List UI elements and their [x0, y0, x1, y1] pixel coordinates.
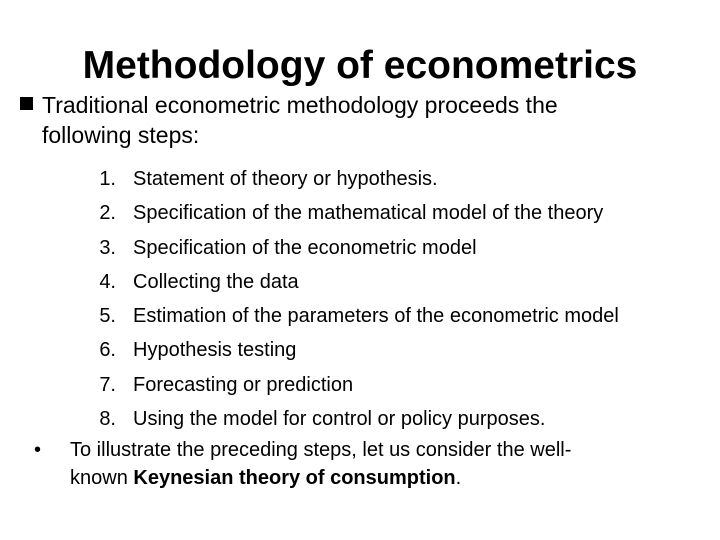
- note-text-line1: To illustrate the preceding steps, let us consider the well-: [70, 439, 572, 461]
- step-number: 4.: [99, 270, 116, 293]
- step-text: Forecasting or prediction: [133, 373, 354, 396]
- step-number: 1.: [99, 168, 116, 190]
- list-item: [72, 299, 692, 333]
- note-text-suffix: .: [455, 467, 462, 489]
- round-bullet-icon: •: [34, 439, 42, 461]
- steps-list: [72, 162, 692, 436]
- list-item: [72, 231, 692, 265]
- list-item: [72, 265, 692, 299]
- list-item: [72, 196, 692, 230]
- list-item: [72, 162, 692, 196]
- keynesian-theory-term: Keynesian theory of consumption: [133, 467, 456, 489]
- step-number: 8.: [99, 408, 116, 431]
- step-number: 6.: [99, 339, 116, 362]
- step-text: Estimation of the parameters of the econometric model: [133, 305, 619, 328]
- step-text: Specification of the mathematical model of the theory: [133, 202, 604, 225]
- intro-first-line: [20, 90, 680, 120]
- slide-title: Methodology of econometrics: [82, 44, 638, 87]
- step-number: 5.: [99, 305, 116, 328]
- step-text: Collecting the data: [133, 270, 299, 293]
- note-text-prefix: known: [70, 467, 134, 489]
- list-item: [72, 368, 692, 402]
- step-text: Specification of the econometric model: [133, 236, 477, 259]
- list-item: [72, 402, 692, 436]
- intro-text-line1: Traditional econometric methodology proceeds the: [42, 92, 558, 118]
- step-number: 7.: [99, 373, 116, 396]
- note-text-line2: [34, 464, 684, 492]
- step-text: Statement of theory or hypothesis.: [133, 168, 438, 190]
- square-bullet-icon: [20, 97, 33, 110]
- list-item: [72, 333, 692, 367]
- intro-paragraph: [20, 90, 680, 150]
- step-text: Using the model for control or policy purposes.: [133, 408, 546, 431]
- step-text: Hypothesis testing: [133, 339, 297, 362]
- note-first-line: [34, 436, 684, 464]
- step-number: 3.: [99, 236, 116, 259]
- intro-text-line2: following steps:: [42, 122, 200, 148]
- step-number: 2.: [99, 202, 116, 225]
- illustration-note: [34, 436, 684, 492]
